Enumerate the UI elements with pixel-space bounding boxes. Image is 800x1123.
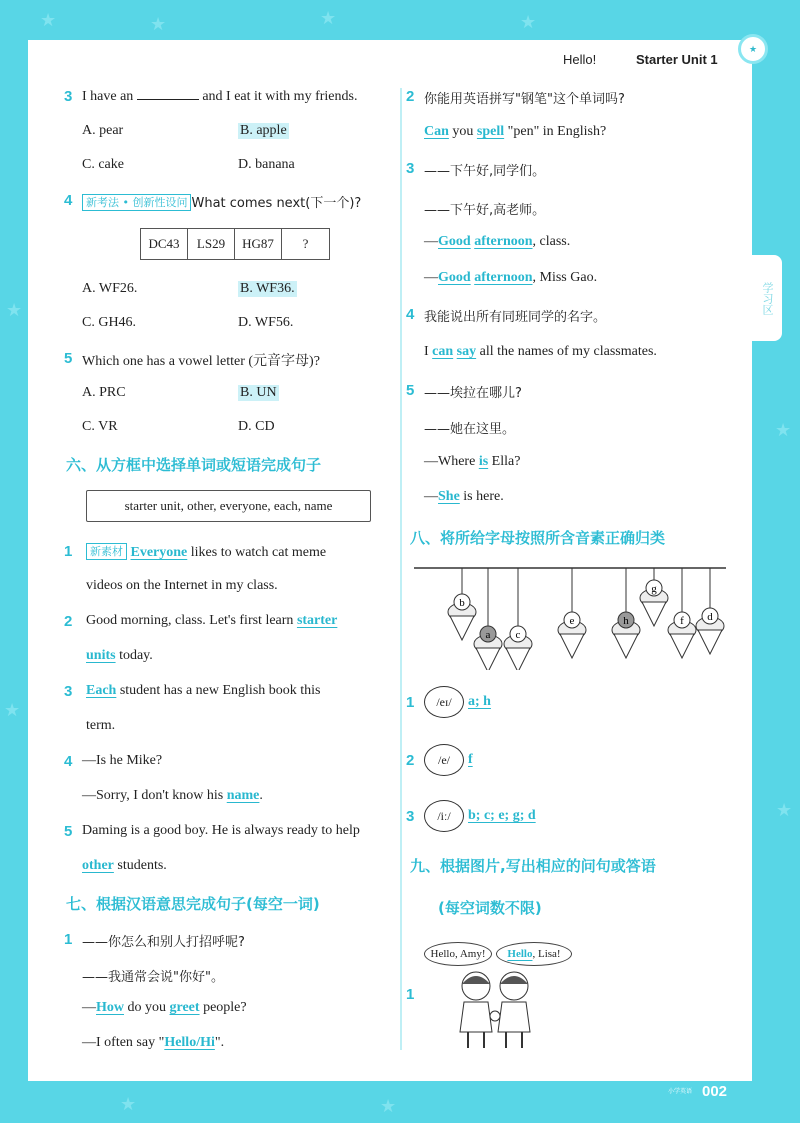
question-text: 你能用英语拼写"钢笔"这个单词吗?: [424, 92, 625, 107]
answer: say: [456, 344, 477, 359]
ice-cream-cone: [642, 602, 666, 626]
question-text: ——埃拉在哪儿?: [424, 386, 522, 401]
question-text: term.: [86, 718, 116, 733]
letter-label: g: [651, 583, 657, 595]
answer: Good: [438, 270, 471, 285]
answer: Everyone: [130, 545, 188, 560]
answer: name: [226, 788, 260, 803]
option-c[interactable]: C. cake: [82, 157, 124, 172]
answer: Can: [424, 124, 449, 139]
question-text: Can you spell "pen" in English?: [424, 124, 607, 139]
answer: can: [432, 344, 454, 359]
option-a[interactable]: A. PRC: [82, 385, 126, 400]
ice-cream-cone: [698, 630, 722, 654]
question-number: 1: [406, 986, 415, 1003]
letter-label: h: [623, 615, 629, 627]
lesson-title: Hello!: [563, 52, 597, 67]
ice-cream-cone: [450, 616, 474, 640]
page-number: 002: [702, 1082, 728, 1100]
answer-blank[interactable]: [137, 88, 199, 100]
ice-cream-cone: [560, 634, 584, 658]
option-b-correct[interactable]: B. UN: [240, 385, 277, 400]
section-6-title: 六、从方框中选择单词或短语完成句子: [66, 456, 322, 474]
star-icon: ★: [40, 10, 57, 31]
question-text: ——下午好,高老师。: [424, 203, 546, 218]
letter-label: a: [485, 629, 491, 641]
letter-label: c: [515, 629, 521, 641]
speech-bubble-answer: Hello , Lisa!: [496, 942, 572, 966]
option-a[interactable]: A. WF26.: [82, 281, 138, 296]
star-icon: ★: [150, 14, 167, 35]
page-footer: [668, 1080, 748, 1102]
question-text: other students.: [82, 858, 167, 873]
star-icon: ★: [380, 1096, 397, 1117]
answer: greet: [169, 1000, 200, 1015]
question-number: 2: [406, 752, 415, 769]
section-7-title: 七、根据汉语意思完成句子(每空一词): [66, 895, 320, 913]
phoneme-oval: /e/: [424, 744, 464, 776]
question-number: 2: [64, 613, 73, 630]
star-icon: ★: [4, 700, 21, 721]
question-text: Which one has a vowel letter (元音字母)?: [82, 354, 320, 369]
sequence-table: [140, 228, 330, 260]
ice-cream-mobile: [414, 560, 726, 670]
answer: How: [96, 1000, 124, 1015]
option-d[interactable]: D. WF56.: [238, 315, 294, 330]
section-8-title: 八、将所给字母按照所含音素正确归类: [410, 529, 666, 547]
question-text: videos on the Internet in my class.: [86, 578, 278, 593]
question-text: I can say all the names of my classmates.: [424, 344, 657, 359]
question-text: ——我通常会说"你好"。: [82, 970, 224, 985]
question-text: Daming is a good boy. He is always ready to help: [82, 823, 360, 838]
sequence-cell: HG87: [235, 229, 282, 259]
speech-bubble: Hello, Amy!: [424, 942, 492, 966]
letter-label: b: [459, 597, 465, 609]
ice-cream-cone: [614, 634, 638, 658]
question-text: —Good afternoon, Miss Gao.: [424, 270, 598, 285]
question-text: —Where is Ella?: [424, 454, 521, 469]
letter-label: f: [680, 615, 684, 627]
question-text: —I often say "Hello/Hi".: [82, 1035, 225, 1050]
question-text: 新考法 • 创新性设问 What comes next(下一个)?: [82, 192, 361, 212]
question-text: —Sorry, I don't know his name.: [82, 788, 263, 803]
option-b-correct[interactable]: B. WF36.: [240, 281, 295, 296]
answer: afternoon: [474, 270, 533, 285]
question-number: 5: [64, 823, 73, 840]
sequence-cell: DC43: [141, 229, 188, 259]
series-label: 小学英语: [668, 1087, 693, 1095]
question-number: 3: [406, 160, 415, 177]
option-d[interactable]: D. banana: [238, 157, 295, 172]
section-9-title: 九、根据图片,写出相应的问句或答语: [410, 857, 656, 875]
column-divider: [400, 88, 402, 1050]
answer: spell: [476, 124, 505, 139]
question-text: Each student has a new English book this: [86, 683, 321, 698]
mascot-badge: ★: [738, 34, 768, 64]
answer: She: [438, 489, 460, 504]
star-icon: ★: [120, 1094, 137, 1115]
question-text: —Is he Mike?: [82, 753, 163, 768]
star-icon: ★: [775, 420, 792, 441]
question-text: 我能说出所有同班同学的名字。: [424, 310, 607, 325]
question-number: 1: [406, 694, 415, 711]
question-text: —She is here.: [424, 489, 504, 504]
answer: a; h: [468, 694, 491, 709]
question-text: ——你怎么和别人打招呼呢?: [82, 935, 245, 950]
sequence-cell: LS29: [188, 229, 235, 259]
option-a[interactable]: A. pear: [82, 123, 124, 138]
question-text: ——下午好,同学们。: [424, 164, 546, 179]
answer: Each: [86, 683, 117, 698]
ice-cream-cone: [670, 634, 694, 658]
question-number: 5: [64, 350, 73, 367]
answer: other: [82, 858, 114, 873]
phoneme-oval: /iː/: [424, 800, 464, 832]
letter-label: e: [569, 615, 575, 627]
question-text: ——她在这里。: [424, 422, 516, 437]
question-text: Good morning, class. Let's first learn starter: [86, 613, 338, 628]
answer: starter: [296, 613, 338, 628]
question-number: 1: [64, 543, 73, 560]
star-icon: ★: [320, 8, 337, 29]
side-tab[interactable]: 学习区: [752, 255, 782, 341]
option-c[interactable]: C. VR: [82, 419, 118, 434]
star-icon: ★: [6, 300, 23, 321]
star-icon: ★: [776, 800, 793, 821]
unit-title: Starter Unit 1: [636, 52, 718, 67]
option-d[interactable]: D. CD: [238, 419, 275, 434]
ice-cream-cone: [476, 648, 500, 670]
answer: units: [86, 648, 116, 663]
ice-cream-cone: [506, 648, 530, 670]
new-material-tag: 新素材: [86, 543, 127, 560]
question-number: 4: [64, 753, 73, 770]
option-b-correct[interactable]: B. apple: [240, 123, 287, 138]
two-girls-illustration: [450, 966, 540, 1050]
question-text: —How do you greet people?: [82, 1000, 247, 1015]
question-number: 1: [64, 931, 73, 948]
question-number: 4: [406, 306, 415, 323]
sequence-cell: ?: [302, 236, 309, 251]
question-text: I have an and I eat it with my friends.: [82, 89, 358, 104]
question-text: units today.: [86, 648, 153, 663]
question-text: —Good afternoon, class.: [424, 234, 571, 249]
answer: f: [468, 752, 473, 767]
answer: is: [478, 454, 489, 469]
phoneme-oval: /eɪ/: [424, 686, 464, 718]
answer: Hello/Hi: [164, 1035, 215, 1050]
question-number: 4: [64, 192, 73, 209]
question-number: 5: [406, 382, 415, 399]
question-number: 3: [64, 683, 73, 700]
answer: b; c; e; g; d: [468, 808, 536, 823]
letter-label: d: [707, 611, 713, 623]
section-9-subtitle: (每空词数不限): [438, 899, 542, 917]
question-number: 2: [406, 88, 415, 105]
question-text: 新素材 Everyone likes to watch cat meme: [86, 543, 326, 561]
ice-cream-cones: [448, 568, 724, 670]
new-method-tag: 新考法 • 创新性设问: [82, 194, 191, 211]
question-number: 3: [64, 88, 73, 105]
answer: Good: [438, 234, 471, 249]
question-number: 3: [406, 808, 415, 825]
option-c[interactable]: C. GH46.: [82, 315, 137, 330]
star-icon: ★: [520, 12, 537, 33]
word-box: starter unit, other, everyone, each, name: [86, 490, 371, 522]
answer: afternoon: [474, 234, 533, 249]
